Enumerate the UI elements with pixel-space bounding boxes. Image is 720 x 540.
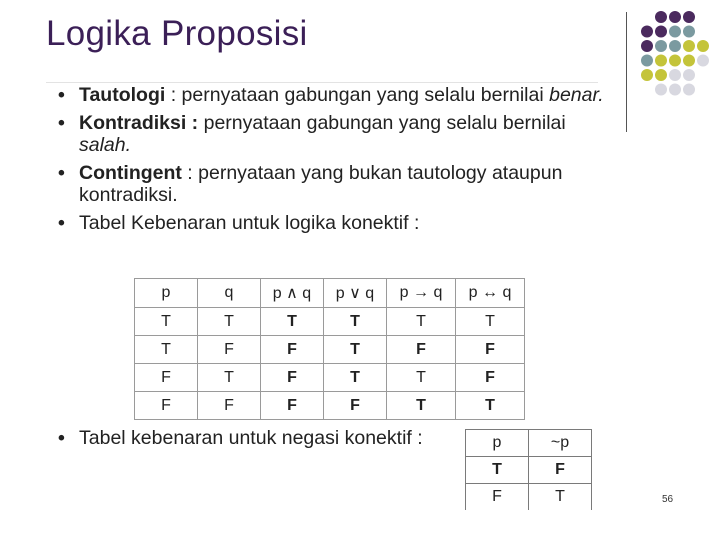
decorative-dot	[655, 55, 667, 67]
bullet-term: Kontradiksi :	[79, 111, 199, 134]
decorative-dot	[641, 40, 653, 52]
bullet-marker: •	[58, 84, 65, 106]
bullet-text: : pernyataan gabungan yang selalu bernilai	[165, 84, 550, 106]
truth-table	[134, 278, 525, 420]
page-number: 56	[662, 494, 674, 505]
table-cell: T	[387, 392, 456, 420]
decorative-dot	[655, 84, 667, 96]
header-cell: p ∧ q	[261, 279, 324, 308]
bullet-term: Tautologi	[79, 84, 166, 106]
decorative-dot	[683, 55, 695, 67]
decorative-dot	[683, 26, 695, 38]
table-cell: F	[261, 364, 324, 392]
table-cell: T	[466, 457, 529, 484]
table-cell: F	[261, 336, 324, 364]
table-cell: F	[466, 484, 529, 511]
negation-table	[465, 429, 592, 510]
bullet-text: : pernyataan yang bukan tautology ataupun kontradiksi.	[79, 161, 563, 206]
table-cell: T	[387, 308, 456, 336]
decorative-dot	[655, 11, 667, 23]
header-cell: q	[198, 279, 261, 308]
table-cell: F	[135, 364, 198, 392]
table-cell: T	[198, 308, 261, 336]
bullet-kontradiksi	[58, 112, 618, 157]
decorative-dot	[697, 55, 709, 67]
bullet-text: Tabel kebenaran untuk negasi konektif :	[79, 427, 423, 449]
table-row	[135, 364, 525, 392]
header-cell: p	[466, 430, 529, 457]
decorative-dot	[697, 40, 709, 52]
table-cell: F	[387, 336, 456, 364]
bullet-list	[58, 84, 618, 239]
bullet-italic: benar.	[549, 84, 604, 106]
bullet-contingent	[58, 162, 618, 207]
decorative-dot	[669, 26, 681, 38]
decorative-dot	[683, 69, 695, 81]
table-row	[466, 484, 592, 511]
table-row	[135, 308, 525, 336]
decorative-dot	[641, 26, 653, 38]
truth-table-header-row	[135, 279, 525, 308]
table-cell: F	[135, 392, 198, 420]
table-cell: F	[529, 457, 592, 484]
header-cell: p ↔ q	[456, 279, 525, 308]
bullet-marker: •	[58, 427, 65, 449]
decorative-dot	[669, 11, 681, 23]
table-cell: F	[198, 336, 261, 364]
table-cell: T	[529, 484, 592, 511]
title-horizontal-divider	[46, 82, 598, 83]
table-cell: F	[324, 392, 387, 420]
bullet-tautologi	[58, 84, 618, 107]
decorative-dot	[683, 84, 695, 96]
bullet-text: Tabel Kebenaran untuk logika konektif :	[79, 211, 420, 234]
header-cell: p → q	[387, 279, 456, 308]
negation-header-row	[466, 430, 592, 457]
bullet-tabel-konektif	[58, 212, 618, 235]
table-cell: F	[456, 336, 525, 364]
table-cell: T	[135, 336, 198, 364]
bullet-marker: •	[58, 161, 65, 184]
table-row	[466, 457, 592, 484]
decorative-dot	[669, 55, 681, 67]
decorative-dot	[655, 40, 667, 52]
decorative-dot	[683, 11, 695, 23]
header-cell: p ∨ q	[324, 279, 387, 308]
table-cell: T	[198, 364, 261, 392]
table-cell: T	[387, 364, 456, 392]
decorative-dot	[669, 84, 681, 96]
header-cell: p	[135, 279, 198, 308]
decorative-dot	[655, 26, 667, 38]
decorative-dot	[641, 55, 653, 67]
table-cell: F	[261, 392, 324, 420]
table-cell: T	[456, 308, 525, 336]
decorative-dot	[669, 40, 681, 52]
bullet-marker: •	[58, 211, 65, 234]
bullet-italic: salah.	[79, 134, 132, 156]
table-cell: T	[324, 364, 387, 392]
table-cell: T	[324, 308, 387, 336]
bullet-text: pernyataan gabungan yang selalu bernilai	[198, 111, 566, 134]
table-cell: F	[456, 364, 525, 392]
decorative-dot-grid	[640, 10, 720, 120]
table-row	[135, 392, 525, 420]
bullet-term: Contingent	[79, 161, 182, 184]
table-cell: T	[456, 392, 525, 420]
table-cell: T	[135, 308, 198, 336]
table-cell: F	[198, 392, 261, 420]
bullet-marker: •	[58, 111, 65, 134]
decorative-dot	[669, 69, 681, 81]
decorative-dot	[683, 40, 695, 52]
title-vertical-divider	[626, 12, 627, 132]
table-row	[135, 336, 525, 364]
slide-title: Logika Proposisi	[46, 14, 308, 53]
decorative-dot	[641, 69, 653, 81]
header-cell: ~p	[529, 430, 592, 457]
decorative-dot	[655, 69, 667, 81]
table-cell: T	[261, 308, 324, 336]
table-cell: T	[324, 336, 387, 364]
